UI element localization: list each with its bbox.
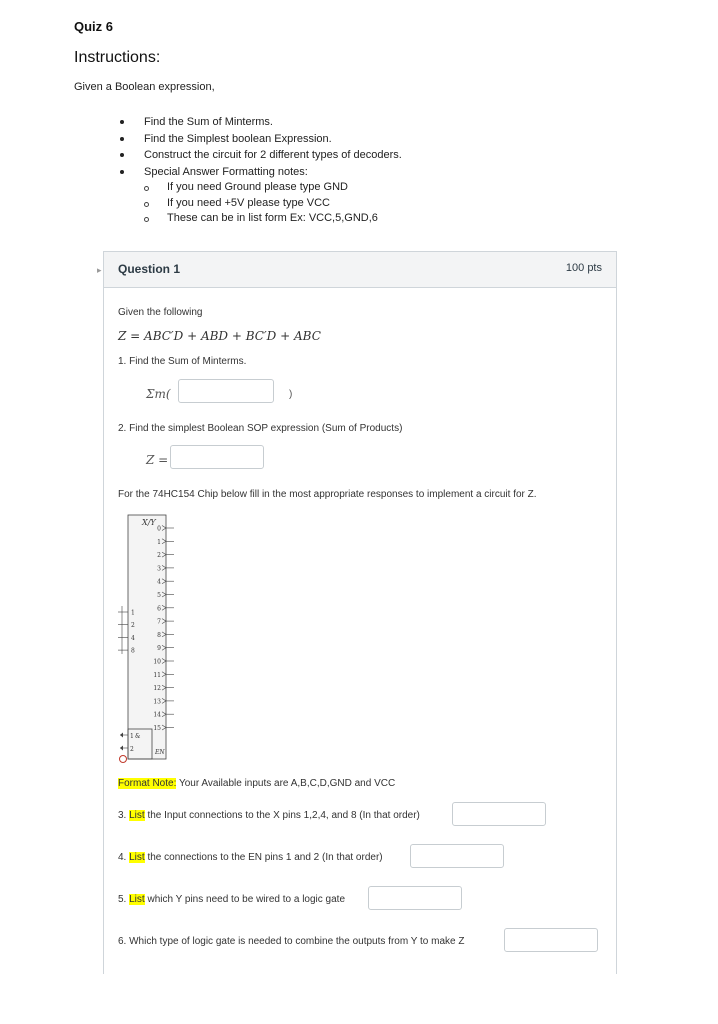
output-pin-label: 13 — [153, 698, 161, 706]
instruction-item: Special Answer Formatting notes: If you need Ground please type GND If you need +5V please type VCC These can be in list form Ex: VCC,5,GND,6 — [120, 164, 402, 227]
minterms-input[interactable] — [178, 379, 274, 403]
en-pins-input[interactable] — [410, 844, 504, 868]
select-input-label: 8 — [131, 647, 135, 655]
instruction-item: Find the Sum of Minterms. — [120, 114, 402, 131]
instruction-list — [120, 114, 402, 227]
decoder-chip-diagram — [118, 514, 178, 764]
question-card — [103, 251, 617, 974]
x-pins-input[interactable] — [452, 802, 546, 826]
sop-expression-input[interactable] — [170, 445, 264, 469]
instructions-heading: Instructions: — [74, 49, 161, 66]
en1-inversion-arrow — [120, 733, 123, 738]
bullet-dot-icon — [120, 137, 124, 141]
question-marker-icon: ▸ — [97, 265, 102, 275]
en-input-label-2: 2 — [130, 746, 134, 753]
chip-label: X/Y — [142, 518, 156, 527]
circle-bullet-icon — [144, 186, 149, 191]
y-pins-input[interactable] — [368, 886, 462, 910]
quiz-title: Quiz 6 — [74, 19, 114, 34]
en-input-label-1: 1 — [130, 733, 134, 740]
bullet-dot-icon — [120, 120, 124, 124]
intro-text: Given a Boolean expression, — [74, 81, 215, 93]
formatting-notes-list — [144, 180, 402, 227]
output-pin-label: 0 — [157, 525, 161, 533]
output-pin-label: 7 — [157, 618, 161, 626]
output-pin-label: 8 — [157, 631, 161, 639]
q6-prompt: 6. Which type of logic gate is needed to combine the outputs from Y to make Z — [118, 936, 465, 947]
q3-prompt: 3. List the Input connections to the X pins 1,2,4, and 8 (In that order) — [118, 810, 420, 821]
circle-bullet-icon — [144, 202, 149, 207]
q2-prompt: 2. Find the simplest Boolean SOP expression (Sum of Products) — [118, 423, 403, 434]
sum-of-minterms-suffix: ) — [289, 389, 293, 400]
format-note: Format Note: Your Available inputs are A,B,C,D,GND and VCC — [118, 778, 396, 789]
select-input-label: 4 — [131, 634, 135, 642]
chip-prompt: For the 74HC154 Chip below fill in the most appropriate responses to implement a circuit for Z. — [118, 489, 537, 500]
output-pin-label: 6 — [157, 605, 161, 613]
formatting-note: If you need Ground please type GND — [144, 180, 402, 196]
z-equals-label: Z = — [146, 453, 169, 467]
output-pin-label: 11 — [153, 671, 161, 679]
formatting-note: These can be in list form Ex: VCC,5,GND,6 — [144, 211, 402, 227]
sum-of-minterms-prefix: Σm( — [146, 387, 171, 401]
boolean-expression: Z = ABC′D + ABD + BC′D + ABC — [118, 329, 321, 343]
error-circle-icon — [120, 756, 127, 763]
instruction-item: Find the Simplest boolean Expression. — [120, 131, 402, 148]
output-pin-label: 14 — [153, 711, 161, 719]
formatting-note: If you need +5V please type VCC — [144, 196, 402, 212]
output-pin-label: 3 — [157, 565, 161, 573]
output-pin-label: 5 — [157, 592, 161, 599]
output-pin-label: 1 — [157, 538, 161, 546]
given-text: Given the following — [118, 307, 203, 318]
question-header — [104, 252, 616, 288]
and-symbol: & — [135, 733, 141, 740]
output-pin-label: 9 — [157, 645, 161, 653]
circle-bullet-icon — [144, 217, 149, 222]
q5-prompt: 5. List which Y pins need to be wired to a logic gate — [118, 894, 346, 905]
output-pin-label: 10 — [153, 658, 161, 666]
q4-prompt: 4. List the connections to the EN pins 1 and 2 (In that order) — [118, 852, 383, 863]
select-input-label: 2 — [131, 622, 135, 630]
en2-inversion-arrow — [120, 746, 123, 751]
instruction-item: Construct the circuit for 2 different types of decoders. — [120, 147, 402, 164]
select-input-label: 1 — [131, 609, 135, 617]
question-title: Question 1 — [118, 262, 181, 276]
bullet-dot-icon — [120, 153, 124, 157]
output-pin-label: 15 — [153, 725, 161, 732]
logic-gate-input[interactable] — [504, 928, 598, 952]
question-points: 100 pts — [565, 262, 602, 274]
output-pin-label: 4 — [157, 578, 161, 586]
output-pin-label: 2 — [157, 552, 161, 560]
en-label: EN — [155, 749, 165, 756]
q1-prompt: 1. Find the Sum of Minterms. — [118, 356, 247, 367]
output-pin-label: 12 — [153, 685, 161, 693]
bullet-dot-icon — [120, 170, 124, 174]
